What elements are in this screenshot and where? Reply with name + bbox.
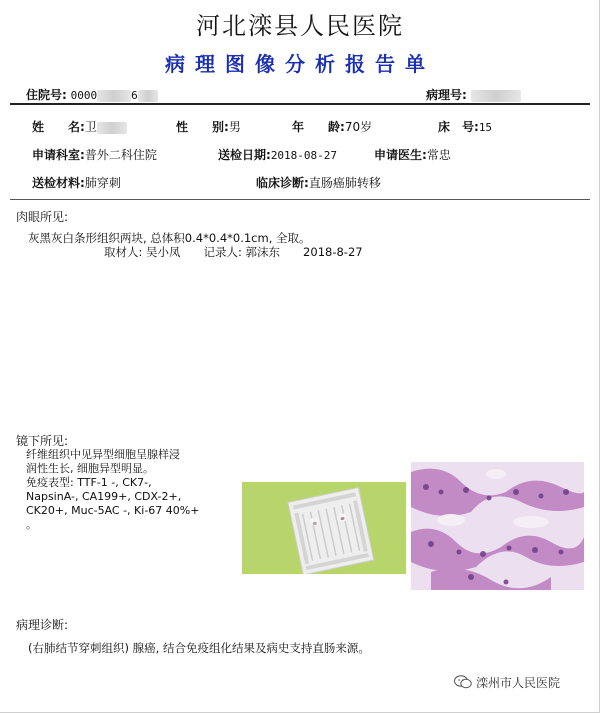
divider bbox=[10, 103, 590, 105]
doctor-value: 常忠 bbox=[426, 148, 451, 162]
diag-label: 临床诊断: bbox=[256, 176, 309, 190]
redaction-blur bbox=[97, 122, 127, 134]
gross-description: 灰黑灰白条形组织两块, 总体积0.4*0.4*0.1cm, 全取。 bbox=[28, 231, 311, 245]
patient-bed bbox=[438, 118, 492, 135]
date-label: 送检日期: bbox=[218, 148, 271, 162]
redaction-blur bbox=[97, 90, 131, 102]
age-label: 年 龄: bbox=[292, 120, 345, 134]
dept-value: 普外二科住院 bbox=[84, 148, 157, 162]
bed-label: 床 号: bbox=[438, 120, 479, 134]
admission-label: 住院号: bbox=[26, 88, 67, 102]
sex-value: 男 bbox=[228, 120, 241, 134]
micro-line: 。 bbox=[26, 518, 37, 531]
wechat-icon bbox=[454, 675, 472, 692]
micro-line: 纤维组织中见异型细胞呈腺样浸 bbox=[26, 448, 180, 461]
redaction-blur bbox=[471, 90, 521, 102]
date-value: 2018-08-27 bbox=[270, 149, 338, 162]
bed-value: 15 bbox=[478, 121, 493, 134]
diag-value: 直肠癌肺转移 bbox=[308, 176, 381, 190]
sex-label: 性 别: bbox=[176, 120, 229, 134]
name-label: 姓 名: bbox=[32, 120, 85, 134]
microscopic-title: 镜下所见: bbox=[16, 434, 69, 448]
patient-name bbox=[32, 118, 127, 135]
redaction-blur bbox=[138, 90, 158, 102]
microscopic-description bbox=[26, 448, 241, 532]
dept-label: 申请科室: bbox=[32, 148, 85, 162]
micro-line: NapsinA-, CA199+, CDX-2+, bbox=[26, 490, 182, 503]
admission-value-tail: 6 bbox=[131, 89, 138, 102]
gross-specimen-photo bbox=[242, 482, 406, 574]
report-title: 病理图像分析报告单 bbox=[165, 52, 435, 76]
doctor-label: 申请医生: bbox=[374, 148, 427, 162]
clinical-diagnosis bbox=[256, 174, 381, 191]
material-value: 肺穿刺 bbox=[84, 176, 121, 190]
watermark bbox=[454, 674, 560, 692]
material-label: 送检材料: bbox=[32, 176, 85, 190]
patient-sex bbox=[176, 118, 241, 135]
name-value: 卫 bbox=[84, 120, 97, 134]
diagnosis-text: (右肺结节穿刺组织) 腺癌, 结合免疫组化结果及病史支持直肠来源。 bbox=[28, 641, 370, 655]
gross-title: 肉眼所见: bbox=[16, 210, 69, 224]
diagnosis-title: 病理诊断: bbox=[16, 618, 69, 632]
request-doctor bbox=[374, 146, 451, 163]
patient-age bbox=[292, 118, 372, 135]
microscopic-photo bbox=[411, 462, 584, 590]
admission-value: 0000 bbox=[70, 89, 98, 102]
micro-line: 免疫表型: TTF-1 -, CK7-, bbox=[26, 476, 152, 489]
submit-date bbox=[218, 146, 337, 163]
admission-number bbox=[26, 86, 158, 103]
request-dept bbox=[32, 146, 157, 163]
divider bbox=[10, 199, 590, 200]
submit-material bbox=[32, 174, 121, 191]
watermark-text: 滦州市人民医院 bbox=[476, 676, 561, 690]
age-value: 70岁 bbox=[344, 120, 373, 134]
pathology-label: 病理号: bbox=[426, 88, 467, 102]
pathology-number bbox=[426, 86, 521, 103]
gross-recorder: 取材人: 吴小凤 记录人: 郭沫东 2018-8-27 bbox=[104, 245, 363, 259]
hospital-name: 河北滦县人民医院 bbox=[196, 12, 404, 40]
micro-line: CK20+, Muc-5AC -, Ki-67 40%+ bbox=[26, 504, 200, 517]
micro-line: 润性生长, 细胞异型明显。 bbox=[26, 462, 154, 475]
